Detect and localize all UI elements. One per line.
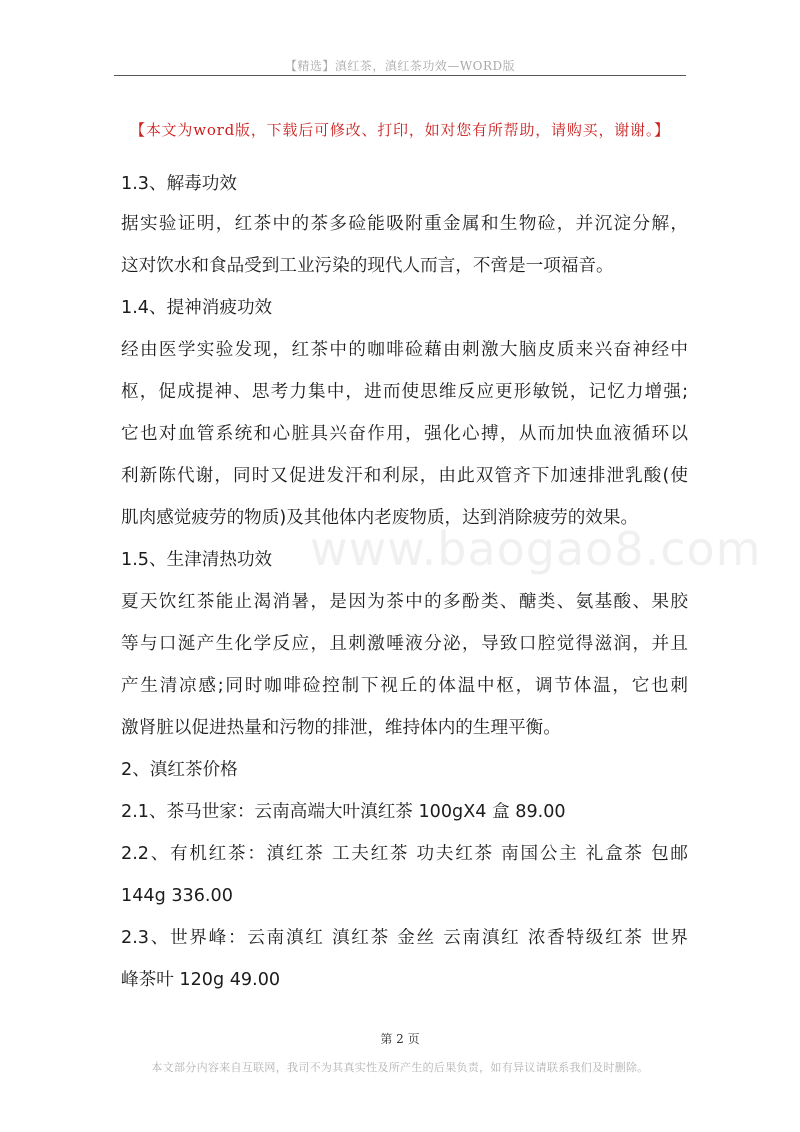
paragraph-line: 产生清凉感;同时咖啡硷控制下视丘的体温中枢，调节体温，它也刺 (121, 676, 688, 696)
watermark: www.baogao8.com (310, 522, 762, 576)
paragraph-line: 经由医学实验发现，红茶中的咖啡硷藉由刺激大脑皮质来兴奋神经中 (121, 340, 688, 360)
price-item-2-3-cont: 峰茶叶 120g 49.00 (121, 970, 281, 990)
price-item-2-3: 2.3、世界峰：云南滇红 滇红茶 金丝 云南滇红 浓香特级红茶 世界 (121, 928, 688, 948)
section-heading-1-5: 1.5、生津清热功效 (121, 550, 273, 570)
paragraph-line: 利新陈代谢，同时又促进发汗和利尿，由此双管齐下加速排泄乳酸(使 (121, 466, 688, 486)
price-item-2-1: 2.1、茶马世家：云南高端大叶滇红茶 100gX4 盒 89.00 (121, 802, 566, 822)
paragraph-line: 据实验证明，红茶中的茶多硷能吸附重金属和生物硷，并沉淀分解， (121, 214, 688, 234)
section-heading-1-3: 1.3、解毒功效 (121, 174, 237, 194)
paragraph-line: 枢，促成提神、思考力集中，进而使思维反应更形敏锐，记忆力增强; (121, 382, 688, 402)
price-item-2-2-cont: 144g 336.00 (121, 886, 233, 906)
section-heading-2: 2、滇红茶价格 (121, 760, 238, 780)
header-divider (114, 75, 686, 76)
footer-disclaimer: 本文部分内容来自互联网，我司不为其真实性及所产生的后果负责，如有异议请联系我们及时删除。 (151, 1061, 649, 1074)
price-item-2-2: 2.2、有机红茶：滇红茶 工夫红茶 功夫红茶 南国公主 礼盒茶 包邮 (121, 844, 688, 864)
page-header-title: 【精选】滇红茶，滇红茶功效—WORD版 (284, 59, 516, 73)
section-heading-1-4: 1.4、提神消疲功效 (121, 298, 273, 318)
paragraph-line: 等与口涎产生化学反应，且刺激唾液分泌，导致口腔觉得滋润，并且 (121, 634, 688, 654)
page-number: 第 2 页 (380, 1032, 420, 1046)
paragraph-line: 这对饮水和食品受到工业污染的现代人而言，不啻是一项福音。 (121, 256, 614, 276)
paragraph-line: 夏天饮红茶能止渴消暑，是因为茶中的多酚类、醣类、氨基酸、果胶 (121, 592, 688, 612)
paragraph-line: 肌肉感觉疲劳的物质)及其他体内老废物质，达到消除疲劳的效果。 (121, 508, 639, 528)
paragraph-line: 激肾脏以促进热量和污物的排泄，维持体内的生理平衡。 (121, 718, 561, 738)
paragraph-line: 它也对血管系统和心脏具兴奋作用，强化心搏，从而加快血液循环以 (121, 424, 688, 444)
download-notice: 【本文为word版，下载后可修改、打印，如对您有所帮助，请购买，谢谢。】 (130, 121, 670, 139)
